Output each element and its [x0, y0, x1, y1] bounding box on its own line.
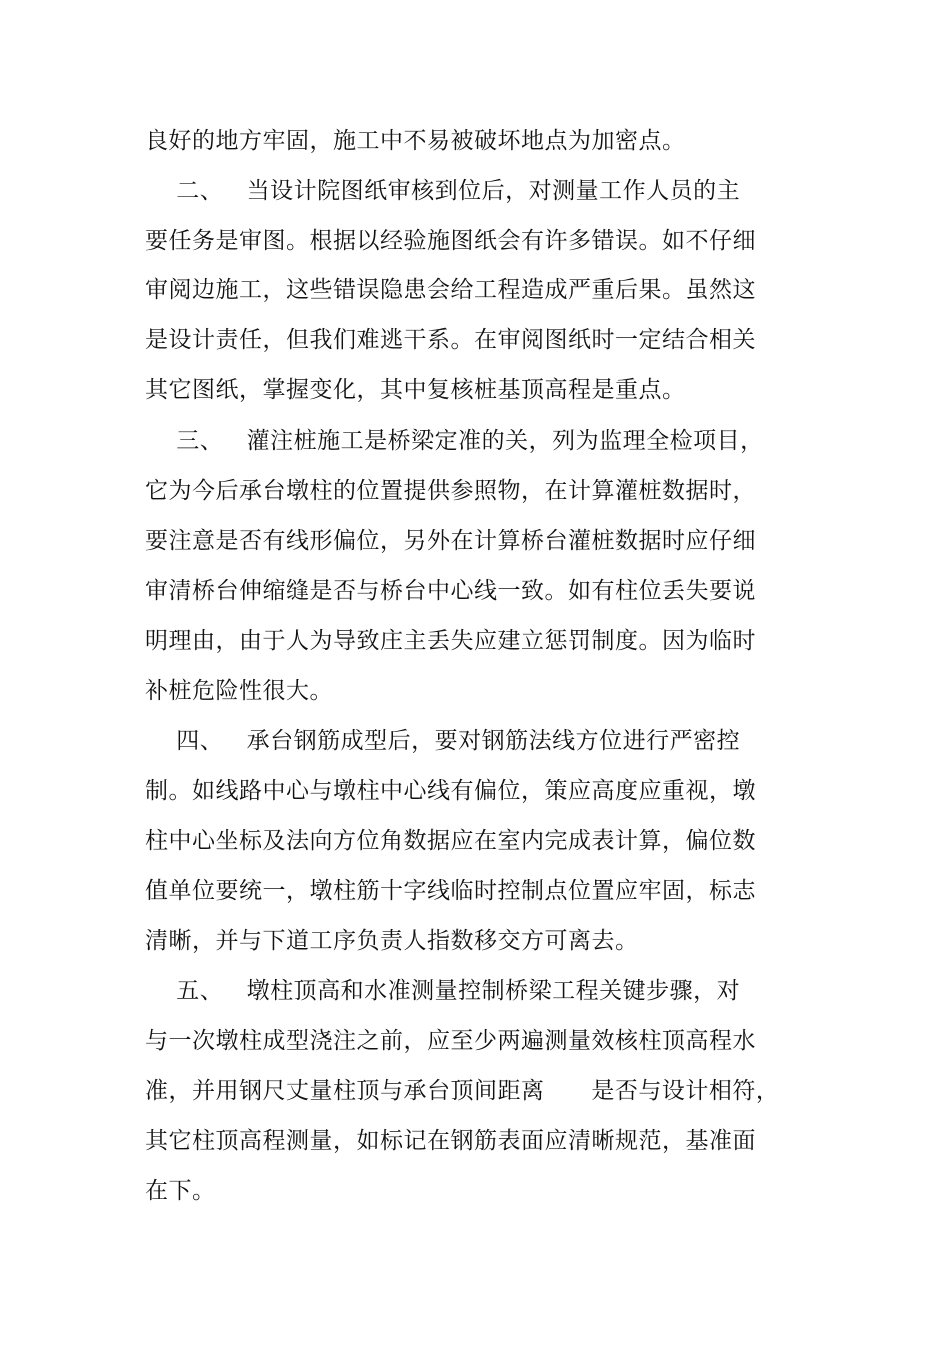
text-line: 其它图纸，掌握变化，其中复核桩基顶高程是重点。: [145, 377, 686, 403]
text-line: 准，并用钢尺丈量柱顶与承台顶间距离 是否与设计相符，: [145, 1078, 780, 1104]
text-line: 三、 灌注桩施工是桥梁定准的关，列为监理全检项目，: [145, 428, 764, 454]
text-line: 制。如线路中心与墩柱中心线有偏位，策应高度应重视，墩: [145, 778, 756, 804]
text-line: 要注意是否有线形偏位，另外在计算桥台灌桩数据时应仔细: [145, 528, 756, 554]
text-line: 清晰，并与下道工序负责人指数移交方可离去。: [145, 928, 639, 954]
text-line: 要任务是审图。根据以经验施图纸会有许多错误。如不仔细: [145, 228, 756, 254]
text-line: 它为今后承台墩柱的位置提供参照物，在计算灌桩数据时，: [145, 478, 756, 504]
text-line: 明理由，由于人为导致庄主丢失应建立惩罚制度。因为临时: [145, 628, 756, 654]
text-line: 良好的地方牢固，施工中不易被破坏地点为加密点。: [145, 128, 686, 154]
text-line: 五、 墩柱顶高和水准测量控制桥梁工程关键步骤，对: [145, 978, 741, 1004]
text-line: 二、 当设计院图纸审核到位后，对测量工作人员的主: [145, 178, 741, 204]
text-line: 是设计责任，但我们难逃干系。在审阅图纸时一定结合相关: [145, 327, 756, 353]
text-line: 柱中心坐标及法向方位角数据应在室内完成表计算，偏位数: [145, 828, 756, 854]
text-line: 补桩危险性很大。: [145, 678, 333, 704]
text-line: 与一次墩柱成型浇注之前，应至少两遍测量效核柱顶高程水: [145, 1028, 756, 1054]
text-line: 四、 承台钢筋成型后，要对钢筋法线方位进行严密控: [145, 728, 741, 754]
text-line: 审阅边施工，这些错误隐患会给工程造成严重后果。虽然这: [145, 277, 756, 303]
text-line: 值单位要统一，墩柱筋十字线临时控制点位置应牢固，标志: [145, 878, 756, 904]
text-line: 其它柱顶高程测量，如标记在钢筋表面应清晰规范，基准面: [145, 1128, 756, 1154]
text-line: 在下。: [145, 1178, 216, 1204]
text-line: 审清桥台伸缩缝是否与桥台中心线一致。如有柱位丢失要说: [145, 578, 756, 604]
